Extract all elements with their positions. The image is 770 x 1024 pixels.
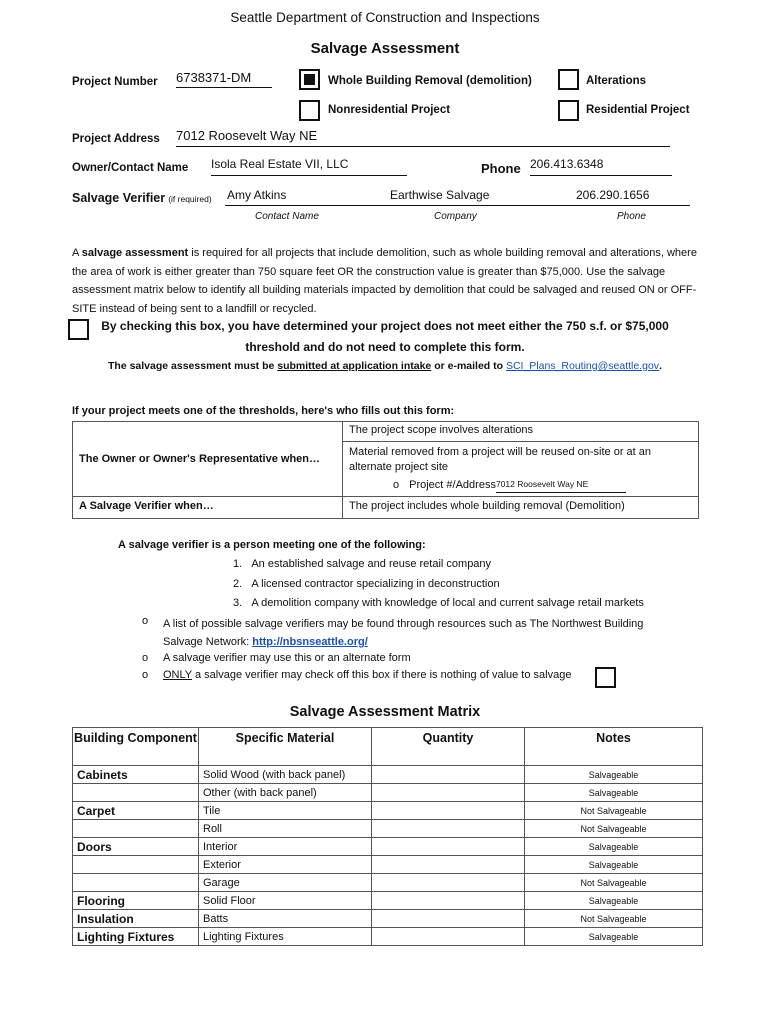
nonresidential-checkbox[interactable] xyxy=(299,100,320,121)
matrix-cell-component: Flooring xyxy=(73,892,199,910)
matrix-cell-quantity[interactable] xyxy=(372,766,525,784)
alterations-checkbox[interactable] xyxy=(558,69,579,90)
matrix-cell-quantity[interactable] xyxy=(372,928,525,946)
verifier-def-bullet-2: A salvage verifier may use this or an alternate form xyxy=(163,652,411,664)
matrix-cell-quantity[interactable] xyxy=(372,838,525,856)
intro-paragraph xyxy=(72,244,697,318)
matrix-header-notes: Notes xyxy=(525,728,703,766)
only-emphasis: ONLY xyxy=(163,669,192,681)
submit-text-a: The salvage assessment must be xyxy=(108,360,278,372)
verifier-def-item-2: 2. A licensed contractor specializing in deconstruction xyxy=(233,578,500,590)
form-title: Salvage Assessment xyxy=(310,40,460,57)
who-owner-case-2-cell xyxy=(343,442,699,497)
project-address-row xyxy=(349,477,692,493)
matrix-cell-quantity[interactable] xyxy=(372,784,525,802)
matrix-cell-material: Solid Floor xyxy=(199,892,372,910)
residential-label: Residential Project xyxy=(586,104,690,116)
verifier-def-item-1: 1. An established salvage and reuse retail company xyxy=(233,558,492,570)
matrix-cell-material: Garage xyxy=(199,874,372,892)
project-address-row-field[interactable]: 7012 Roosevelt Way NE xyxy=(496,477,626,493)
residential-checkbox[interactable] xyxy=(558,100,579,121)
matrix-cell-material: Tile xyxy=(199,802,372,820)
project-address-row-label: Project #/Address xyxy=(409,479,496,491)
contact-name-caption: Contact Name xyxy=(255,211,319,222)
verifier-def-heading: A salvage verifier is a person meeting one of the following: xyxy=(118,539,426,551)
matrix-cell-material: Roll xyxy=(199,820,372,838)
alterations-label: Alterations xyxy=(586,75,647,87)
whole-building-checkbox[interactable] xyxy=(299,69,320,90)
submit-email-link[interactable]: SCI_Plans_Routing@seattle.gov xyxy=(505,360,660,372)
matrix-cell-notes[interactable]: Not Salvageable xyxy=(525,820,703,838)
matrix-cell-component: Doors xyxy=(73,838,199,856)
matrix-cell-component: Insulation xyxy=(73,910,199,928)
matrix-cell-component xyxy=(73,874,199,892)
submit-text-c: or e-mailed to xyxy=(431,360,506,372)
verifier-contact-field[interactable]: Amy Atkins xyxy=(227,188,287,202)
matrix-cell-notes[interactable]: Salvageable xyxy=(525,838,703,856)
matrix-header-quantity: Quantity xyxy=(372,728,525,766)
matrix-header-material: Specific Material xyxy=(199,728,372,766)
submit-instruction xyxy=(0,360,770,372)
matrix-cell-quantity[interactable] xyxy=(372,802,525,820)
owner-contact-label: Owner/Contact Name xyxy=(72,162,189,174)
matrix-cell-notes[interactable]: Salvageable xyxy=(525,892,703,910)
whole-building-label: Whole Building Removal (demolition) xyxy=(328,75,532,87)
project-number-field[interactable]: 6738371-DM xyxy=(176,70,272,88)
verifier-def-item-3: 3. A demolition company with knowledge of local and current salvage retail markets xyxy=(233,597,644,609)
intro-text-a: A xyxy=(72,247,82,259)
threshold-text-1: By checking this box, you have determined your project does not meet either the 750 s.f. or $75,000 xyxy=(101,319,669,333)
table-row xyxy=(73,928,703,946)
company-caption: Company xyxy=(434,211,477,222)
project-number-label: Project Number xyxy=(72,76,158,88)
verifier-def-bullet-3-text: a salvage verifier may check off this box if there is nothing of value to salvage xyxy=(191,669,572,681)
table-row xyxy=(73,820,703,838)
phone-field[interactable]: 206.413.6348 xyxy=(530,157,672,176)
table-row xyxy=(73,892,703,910)
matrix-cell-quantity[interactable] xyxy=(372,874,525,892)
matrix-cell-component: Carpet xyxy=(73,802,199,820)
owner-contact-field[interactable]: Isola Real Estate VII, LLC xyxy=(211,157,407,176)
matrix-title: Salvage Assessment Matrix xyxy=(289,704,481,720)
who-owner-case-1: The project scope involves alterations xyxy=(343,422,699,442)
matrix-cell-notes[interactable]: Not Salvageable xyxy=(525,802,703,820)
matrix-cell-component xyxy=(73,784,199,802)
matrix-cell-quantity[interactable] xyxy=(372,910,525,928)
verifier-def-bullet-3 xyxy=(163,669,571,681)
verifier-company-field[interactable]: Earthwise Salvage xyxy=(390,188,490,202)
matrix-cell-quantity[interactable] xyxy=(372,856,525,874)
table-row xyxy=(73,856,703,874)
department-name: Seattle Department of Construction and Inspections xyxy=(230,10,540,25)
threshold-text-2: threshold and do not need to complete this form. xyxy=(245,340,525,354)
matrix-cell-material: Other (with back panel) xyxy=(199,784,372,802)
verifier-def-item-3-text: A demolition company with knowledge of local and current salvage retail markets xyxy=(251,597,644,609)
threshold-checkbox[interactable] xyxy=(68,319,89,340)
bullet-marker-2: o xyxy=(142,652,149,664)
table-row xyxy=(73,766,703,784)
table-row xyxy=(73,910,703,928)
phone-label: Phone xyxy=(481,161,521,176)
matrix-cell-notes[interactable]: Not Salvageable xyxy=(525,910,703,928)
nonresidential-label: Nonresidential Project xyxy=(328,104,451,116)
bullet-marker-1: o xyxy=(142,615,149,627)
submit-text-d: . xyxy=(659,360,662,372)
matrix-cell-notes[interactable]: Salvageable xyxy=(525,928,703,946)
salvage-verifier-heading xyxy=(72,191,212,205)
intro-text-c: is required for all projects that include demolition, such as whole building removal and alterations, where the area of work is either greater than 750 square feet OR the construction value is greater than $75,000. Use the salvage assessment matrix below to identify all building materials impacted by demolition that could be salvaged and reused ON or OFF-SITE instead of being sent to a landfill or recycled. xyxy=(72,247,697,315)
matrix-cell-component xyxy=(73,820,199,838)
matrix-cell-notes[interactable]: Salvageable xyxy=(525,784,703,802)
matrix-cell-quantity[interactable] xyxy=(372,892,525,910)
bullet-marker-3: o xyxy=(142,669,149,681)
matrix-cell-material: Lighting Fixtures xyxy=(199,928,372,946)
matrix-cell-material: Interior xyxy=(199,838,372,856)
table-row xyxy=(73,802,703,820)
who-verifier-label: A Salvage Verifier when… xyxy=(73,497,343,519)
verifier-if-required-note: (if required) xyxy=(168,194,212,204)
phone-caption: Phone xyxy=(617,211,646,222)
matrix-cell-component: Cabinets xyxy=(73,766,199,784)
matrix-header-component: Building Component xyxy=(73,728,199,766)
table-row xyxy=(73,874,703,892)
verifier-def-item-2-text: A licensed contractor specializing in deconstruction xyxy=(251,578,500,590)
verifier-def-bullet-1 xyxy=(163,615,673,651)
who-table xyxy=(72,421,699,519)
who-owner-case-2: Material removed from a project will be reused on-site or at an alternate project site xyxy=(349,446,652,473)
submit-text-underlined: submitted at application intake xyxy=(277,360,432,372)
table-row xyxy=(73,838,703,856)
matrix-cell-component xyxy=(73,856,199,874)
salvage-verifier-label: Salvage Verifier xyxy=(72,191,166,205)
matrix-cell-notes[interactable]: Salvageable xyxy=(525,766,703,784)
verifier-def-bullet-1-text: A list of possible salvage verifiers may be found through resources such as The Northwest Building Salvage Network: xyxy=(163,618,644,648)
salvage-matrix-table xyxy=(72,727,703,946)
who-heading: If your project meets one of the thresholds, here's who fills out this form: xyxy=(72,405,455,417)
project-address-label: Project Address xyxy=(72,133,160,145)
matrix-cell-material: Exterior xyxy=(199,856,372,874)
matrix-cell-quantity[interactable] xyxy=(372,820,525,838)
matrix-cell-material: Solid Wood (with back panel) xyxy=(199,766,372,784)
who-owner-label: The Owner or Owner's Representative when… xyxy=(73,422,343,497)
matrix-cell-component: Lighting Fixtures xyxy=(73,928,199,946)
matrix-cell-material: Batts xyxy=(199,910,372,928)
project-address-field[interactable]: 7012 Roosevelt Way NE xyxy=(176,128,670,147)
nothing-to-salvage-checkbox[interactable] xyxy=(595,667,616,688)
verifier-def-item-1-text: An established salvage and reuse retail company xyxy=(251,558,492,570)
intro-text-bold: salvage assessment xyxy=(81,247,189,259)
table-row xyxy=(73,784,703,802)
matrix-cell-notes[interactable]: Not Salvageable xyxy=(525,874,703,892)
matrix-cell-notes[interactable]: Salvageable xyxy=(525,856,703,874)
verifier-phone-field[interactable]: 206.290.1656 xyxy=(576,188,650,202)
who-verifier-case: The project includes whole building removal (Demolition) xyxy=(343,497,699,519)
nbsn-link[interactable]: http://nbsnseattle.org/ xyxy=(252,636,368,648)
bullet-circle: o xyxy=(393,479,400,491)
